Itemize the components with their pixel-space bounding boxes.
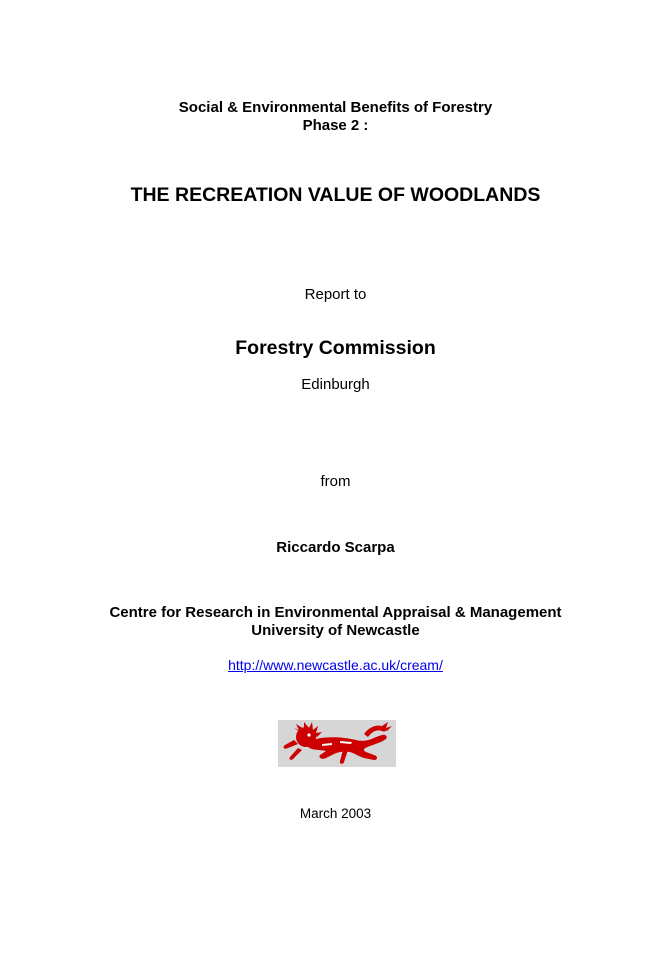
series-title-line2: Phase 2 : xyxy=(302,117,369,134)
series-title-line1: Social & Environmental Benefits of Forestry xyxy=(178,99,493,116)
heraldic-lion-icon xyxy=(278,720,396,767)
from-label: from xyxy=(320,473,351,490)
research-centre-name: Centre for Research in Environmental Appraisal & Management xyxy=(109,604,562,621)
cream-url-line xyxy=(0,656,671,674)
recipient-city: Edinburgh xyxy=(301,376,370,393)
report-title: THE RECREATION VALUE OF WOODLANDS xyxy=(130,184,541,206)
recipient-name: Forestry Commission xyxy=(235,337,436,359)
cream-website-link[interactable]: http://www.newcastle.ac.uk/cream/ xyxy=(228,657,443,673)
heraldic-lion-logo xyxy=(278,720,396,767)
report-date: March 2003 xyxy=(299,806,372,821)
author-name: Riccardo Scarpa xyxy=(276,539,395,556)
university-name: University of Newcastle xyxy=(251,622,420,639)
report-to-label: Report to xyxy=(304,286,367,303)
